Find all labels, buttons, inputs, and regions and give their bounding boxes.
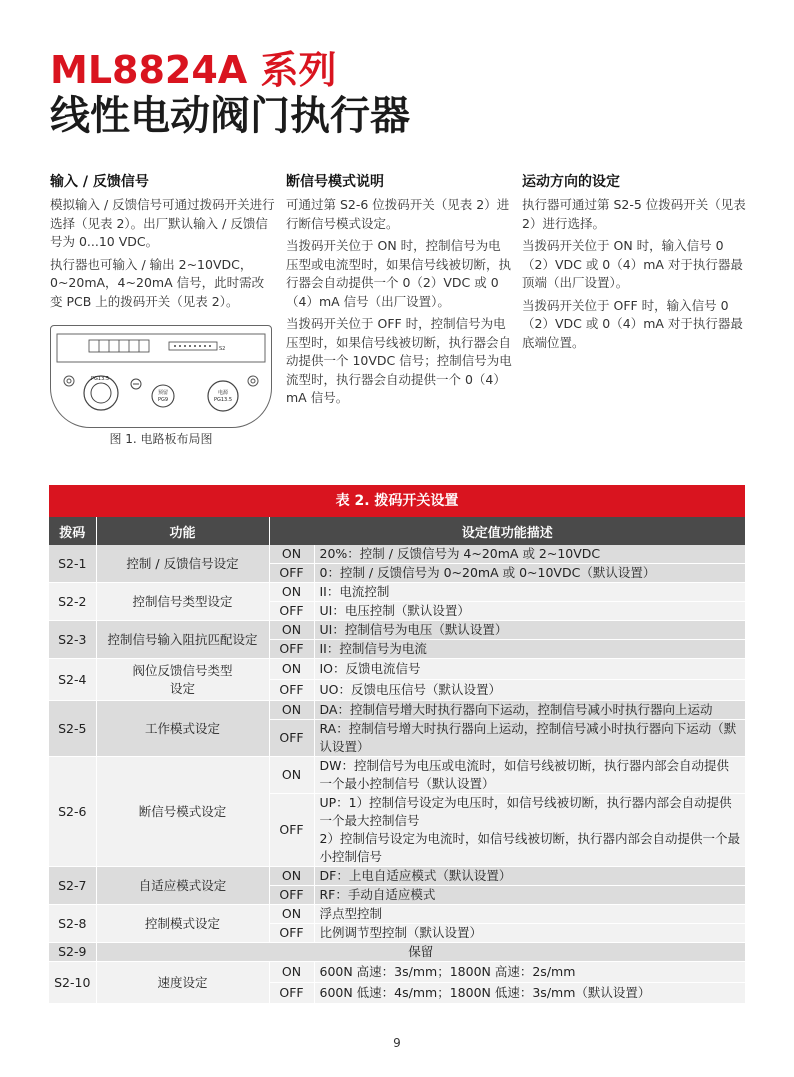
section-heading: 断信号模式说明 [286,174,384,190]
model-name: ML8824A [50,48,248,92]
paragraph: 执行器可通过第 S2-5 位拨码开关（见表 2）进行选择。 [522,197,746,231]
switch-state: OFF [269,794,314,867]
paragraph: 当拨码开关位于 ON 时，输入信号 0（2）VDC 或 0（4）mA 对于执行器最顶端（出厂设置）。 [522,238,743,290]
state-description: DW：控制信号为电压或电流时，如信号线被切断，执行器内部会自动提供一个最小控制信号（默认设置） [314,757,745,794]
state-description: 2）控制信号设定为电流时，如信号线被切断，执行器内部会自动提供一个最小控制信号 [314,830,745,867]
switch-function: 自适应模式设定 [96,867,269,905]
switch-code: S2-9 [49,943,96,962]
series-label: 系列 [260,48,337,92]
switch-code: S2-6 [49,757,96,867]
dip-switch-table [49,485,745,1004]
section-direction [522,172,748,356]
state-description: RA：控制信号增大时执行器向上运动，控制信号减小时执行器向下运动（默认设置） [314,720,745,757]
switch-state: OFF [269,680,314,701]
page-number: 9 [393,1036,401,1050]
switch-code: S2-1 [49,545,96,583]
switch-state: ON [269,867,314,886]
header-description: 设定值功能描述 [269,517,745,545]
header-code: 拨码 [49,517,96,545]
state-description: RF：手动自适应模式 [314,886,745,905]
table-row [49,545,745,564]
switch-state: OFF [269,720,314,757]
switch-code: S2-4 [49,659,96,701]
state-description: 20%：控制 / 反馈信号为 4~20mA 或 2~10VDC [314,545,745,564]
paragraph: 当拨码开关位于 OFF 时，控制信号为电压型时，如果信号线被切断，执行器会自动提供一个 10VDC 信号；控制信号为电流型时，执行器会自动提供一个 0（4）mA 信号。 [286,316,512,405]
switch-code: S2-3 [49,621,96,659]
switch-code: S2-8 [49,905,96,943]
circuit-board-figure [50,325,272,428]
switch-code: S2-7 [49,867,96,905]
switch-state: ON [269,962,314,983]
power-label: 电源 [217,390,229,396]
switch-state: OFF [269,564,314,583]
section-heading: 运动方向的设定 [522,174,620,190]
state-description: UO：反馈电压信号（默认设置） [314,680,745,701]
state-description: DA：控制信号增大时执行器向下运动，控制信号减小时执行器向上运动 [314,701,745,720]
paragraph: 可通过第 S2-6 位拨码开关（见表 2）进行断信号模式设定。 [286,197,510,231]
paragraph: 当拨码开关位于 ON 时，控制信号为电压型或电流型时，如果信号线被切断，执行器会自动提供一个 0（2）VDC 或 0（4）mA 信号（出厂设置）。 [286,238,512,309]
table-row [49,962,745,983]
switch-function: 控制模式设定 [96,905,269,943]
table-row [49,943,745,962]
paragraph: 当拨码开关位于 OFF 时，输入信号 0（2）VDC 或 0（4）mA 对于执行器最底端位置。 [522,297,743,350]
switch-state: OFF [269,983,314,1004]
switch-state: OFF [269,602,314,621]
state-description: 600N 低速：4s/mm；1800N 低速：3s/mm（默认设置） [314,983,745,1004]
switch-state: OFF [269,924,314,943]
switch-function: 工作模式设定 [96,701,269,757]
switch-state: ON [269,545,314,564]
state-description: 比例调节型控制（默认设置） [314,924,745,943]
table-row [49,867,745,886]
s2-label: S2 [219,346,226,352]
table-row [49,905,745,924]
switch-function: 控制 / 反馈信号设定 [96,545,269,583]
switch-function: 速度设定 [96,962,269,1004]
state-description: 0：控制 / 反馈信号为 0~20mA 或 0~10VDC（默认设置） [314,564,745,583]
pg9-label: PG9 [157,397,169,403]
switch-state: ON [269,757,314,794]
switch-state: ON [269,583,314,602]
switch-code: S2-2 [49,583,96,621]
section-input [50,172,276,315]
pg135-right-label: PG13.5 [213,397,233,403]
switch-state: ON [269,621,314,640]
table-title: 表 2. 拨码开关设置 [49,485,745,517]
state-description: UI：电压控制（默认设置） [314,602,745,621]
table-row [49,621,745,640]
state-description: UP：1）控制信号设定为电压时，如信号线被切断，执行器内部会自动提供一个最大控制信号 [314,794,745,831]
switch-code: S2-5 [49,701,96,757]
table-row [49,701,745,720]
circuit-board-drawing [51,326,271,426]
paragraph: 执行器也可输入 / 输出 2~10VDC，0~20mA，4~20mA 信号，此时需改变 PCB 上的拨码开关（见表 2）。 [50,256,265,309]
state-description: II：电流控制 [314,583,745,602]
pg135-left-label: PG13.5 [91,376,110,382]
switch-function: 控制信号类型设定 [96,583,269,621]
product-title: 线性电动阀门执行器 [50,93,410,139]
switch-state: OFF [269,886,314,905]
switch-state: ON [269,659,314,680]
switch-function: 阀位反馈信号类型设定 [96,659,269,701]
state-description: DF：上电自适应模式（默认设置） [314,867,745,886]
state-description: UI：控制信号为电压（默认设置） [314,621,745,640]
switch-state: ON [269,905,314,924]
header-function: 功能 [96,517,269,545]
section-break-signal [286,172,512,412]
switch-function: 断信号模式设定 [96,757,269,867]
title-block [50,48,410,140]
reserve-label: 预留 [157,390,169,396]
paragraph: 模拟输入 / 反馈信号可通过拨码开关进行选择（见表 2）。出厂默认输入 / 反馈信号为 0...10 VDC。 [50,197,275,249]
state-description: 600N 高速：3s/mm；1800N 高速：2s/mm [314,962,745,983]
table-row [49,757,745,794]
section-heading: 输入 / 反馈信号 [50,174,149,190]
figure-caption: 图 1. 电路板布局图 [109,432,213,446]
table-row [49,583,745,602]
state-description: II：控制信号为电流 [314,640,745,659]
table-header-row [49,517,745,545]
table-row [49,659,745,680]
switch-function: 控制信号输入阻抗匹配设定 [96,621,269,659]
state-description: IO：反馈电流信号 [314,659,745,680]
reserved-label: 保留 [96,943,745,962]
switch-code: S2-10 [49,962,96,1004]
switch-state: OFF [269,640,314,659]
state-description: 浮点型控制 [314,905,745,924]
switch-state: ON [269,701,314,720]
title-line [50,48,410,92]
settings-table [49,517,745,1004]
